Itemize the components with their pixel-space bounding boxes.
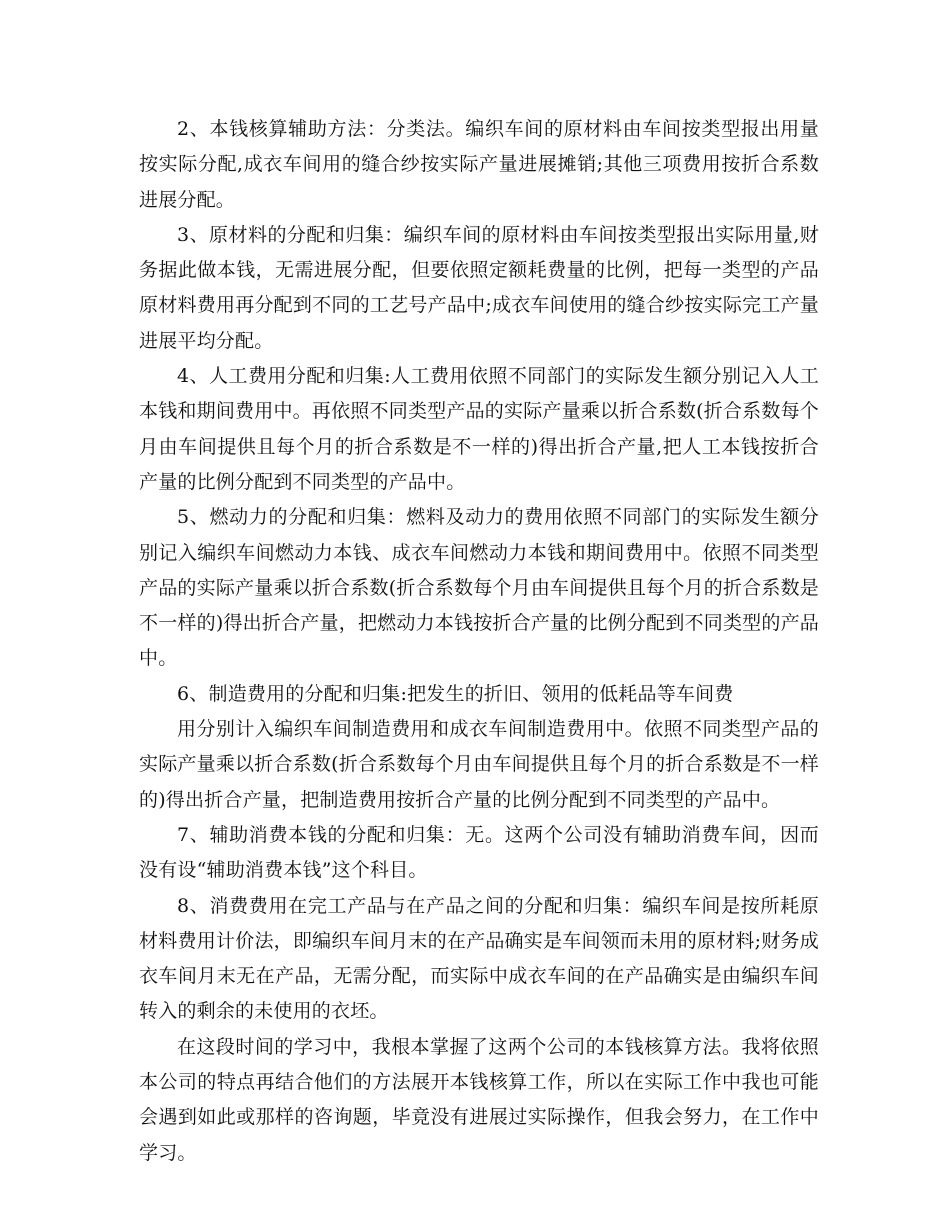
paragraph-labor-cost: 4、人工费用分配和归集:人工费用依照不同部门的实际发生额分别记入人工本钱和期间费用中。再依照不同类型产品的实际产量乘以折合系数(折合系数每个月由车间提供且每个月的折合系数是不一样的)得出折合产量,把人工本钱按折合产量的比例分配到不同类型的产品中。 — [139, 365, 819, 493]
paragraph-wip-allocation: 8、消费费用在完工产品与在产品之间的分配和归集：编织车间是按所耗原材料费用计价法，即编织车间月末的在产品确实是车间领而未用的原材料;财务成衣车间月末无在产品，无需分配，而实际中成衣车间的在产品确实是由编织车间转入的剩余的未使用的衣坯。 — [139, 894, 819, 1023]
paragraph-raw-materials: 3、原材料的分配和归集：编织车间的原材料由车间按类型报出实际用量,财务据此做本钱，无需进展分配，但要依照定额耗费量的比例，把每一类型的产品原材料费用再分配到不同的工艺号产品中;成衣车间使用的缝合纱按实际完工产量进展平均分配。 — [139, 223, 819, 352]
paragraph-conclusion: 在这段时间的学习中，我根本掌握了这两个公司的本钱核算方法。我将依照本公司的特点再结合他们的方法展开本钱核算工作，所以在实际工作中我也可能会遇到如此或那样的咨询题，毕竟没有进展过实际操作，但我会努力，在工作中学习。 — [139, 1035, 819, 1164]
paragraph-auxiliary-cost: 7、辅助消费本钱的分配和归集：无。这两个公司没有辅助消费车间，因而没有设“辅助消费本钱”这个科目。 — [139, 823, 819, 882]
document-body — [139, 112, 819, 1171]
paragraph-manufacturing-overhead: 6、制造费用的分配和归集:把发生的折旧、领用的低耗品等车间费 — [177, 682, 734, 705]
paragraph-manufacturing-overhead-continued: 用分别计入编织车间制造费用和成衣车间制造费用中。依照不同类型产品的实际产量乘以折合系数(折合系数每个月由车间提供且每个月的折合系数是不一样的)得出折合产量，把制造费用按折合产量的比例分配到不同类型的产品中。 — [139, 718, 819, 811]
paragraph-fuel-power: 5、燃动力的分配和归集：燃料及动力的费用依照不同部门的实际发生额分别记入编织车间燃动力本钱、成衣车间燃动力本钱和期间费用中。依照不同类型产品的实际产量乘以折合系数(折合系数每个月由车间提供且每个月的折合系数是不一样的)得出折合产量，把燃动力本钱按折合产量的比例分配到不同类型的产品中。 — [139, 506, 819, 670]
paragraph-method: 2、本钱核算辅助方法：分类法。编织车间的原材料由车间按类型报出用量按实际分配,成衣车间用的缝合纱按实际产量进展摊销;其他三项费用按折合系数进展分配。 — [139, 118, 819, 211]
